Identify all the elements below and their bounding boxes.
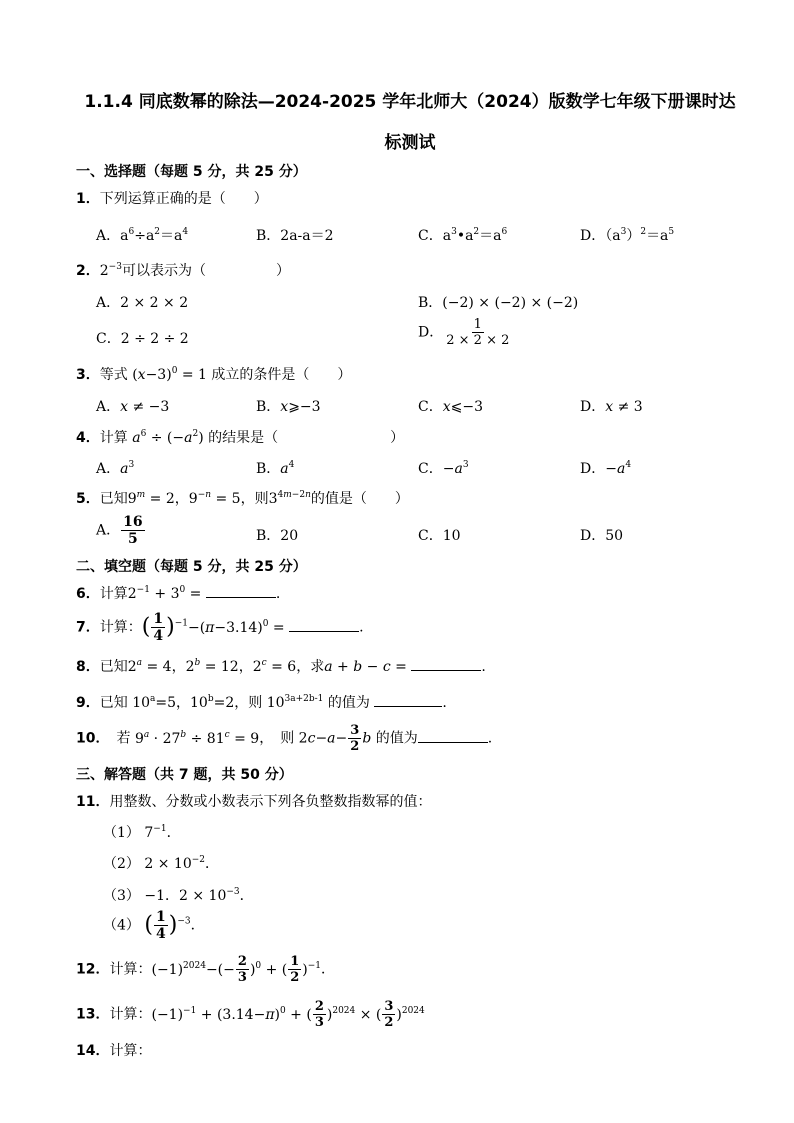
question-9: 9．已知 $10^a=5$，$10^b=2$，则 $10^{3a+2b-1}$ 的值为 . bbox=[76, 694, 447, 711]
sub-label: （3） bbox=[103, 888, 140, 904]
question-text-tail: 的值为 bbox=[375, 730, 418, 747]
question-number: 11． bbox=[76, 794, 110, 810]
page-title: 1.1.4 同底数幂的除法—2024-2025 学年北师大（2024）版数学七年级下册课时达 bbox=[84, 92, 736, 112]
question-number: 10． bbox=[76, 730, 103, 747]
question-number: 7． bbox=[76, 619, 100, 636]
option-4d: D．$-a^4$ bbox=[580, 460, 632, 477]
option-label: A． bbox=[96, 295, 121, 311]
option-5b: B．20 bbox=[256, 528, 299, 544]
question-text: 等式 bbox=[99, 367, 128, 383]
question-text: 可以表示为（ ） bbox=[121, 263, 290, 279]
answer-blank[interactable] bbox=[374, 694, 442, 707]
question-text: 若 bbox=[116, 730, 131, 747]
option-label: A． bbox=[96, 522, 121, 539]
option-2c: C．2 ÷ 2 ÷ 2 bbox=[96, 331, 189, 347]
question-number: 4． bbox=[76, 430, 100, 446]
question-3: 3．等式 $(x-3)^0 = 1$ 成立的条件是（ ） bbox=[76, 366, 352, 383]
question-text: 已知 10 bbox=[99, 695, 151, 711]
question-text: 计算： bbox=[109, 1043, 152, 1059]
question-11-part-3: （3） −1．$2 \times 10^{-3}$． bbox=[103, 887, 254, 904]
question-number: 1． bbox=[76, 191, 100, 207]
question-11-part-2: （2） $2 \times 10^{-2}$． bbox=[103, 855, 220, 872]
question-text: 计算 bbox=[99, 586, 128, 602]
question-10: 10． 若 $9^a \cdot 27^b \div 81^c = 9$， 则 2c−a− $\frac{3}{2}$ b 的值为 . bbox=[76, 723, 493, 754]
page-title-line2: 标测试 bbox=[384, 133, 436, 153]
option-2a: A．2 × 2 × 2 bbox=[96, 295, 189, 311]
question-text: 已知 bbox=[99, 659, 128, 675]
question-text-tail: ，求 bbox=[296, 659, 325, 675]
option-label: D． bbox=[418, 324, 444, 341]
option-5c: C．10 bbox=[418, 528, 461, 544]
option-4b: B．$a^4$ bbox=[256, 460, 295, 477]
question-text-mid2: ，则 bbox=[240, 491, 269, 507]
question-11 bbox=[76, 791, 431, 811]
question-text-mid: ， bbox=[174, 491, 189, 507]
question-number: 14． bbox=[76, 1043, 110, 1059]
answer-blank[interactable] bbox=[418, 730, 488, 743]
sub-label: （1） bbox=[103, 825, 140, 841]
option-label: B． bbox=[418, 295, 443, 311]
option-label: C． bbox=[418, 228, 443, 244]
question-text-tail: 的结果是（ ） bbox=[208, 430, 405, 446]
question-text-tail: 的值是（ ） bbox=[310, 491, 409, 507]
question-11-part-4: （4） ( $\frac{1}{4}$ )$^{-3}$． bbox=[103, 909, 205, 942]
option-label: D． bbox=[580, 528, 606, 544]
question-text-mid: ， 则 bbox=[259, 730, 295, 747]
option-label: D． bbox=[580, 399, 606, 415]
question-2: 2．$2^{-3}$可以表示为（ ） bbox=[76, 262, 290, 279]
option-label: D． bbox=[580, 228, 606, 244]
question-7: 7．计算：( $\frac{1}{4}$ )$^{-1}-(\pi-3.14)^0$ = . bbox=[76, 611, 364, 644]
question-text: 下列运算正确的是（ ） bbox=[99, 191, 268, 207]
question-text: 计算： bbox=[109, 1006, 152, 1023]
answer-blank[interactable] bbox=[289, 619, 359, 632]
question-number: 5． bbox=[76, 491, 100, 507]
section-heading-solve: 三、解答题（共 7 题，共 50 分） bbox=[76, 767, 293, 783]
option-label: D． bbox=[580, 461, 606, 477]
option-label: C． bbox=[418, 399, 443, 415]
option-label: C． bbox=[96, 331, 121, 347]
option-label: B． bbox=[256, 528, 281, 544]
option-5d: D．50 bbox=[580, 528, 624, 544]
question-text-tail: 的值为 bbox=[327, 695, 370, 711]
sub-label: （2） bbox=[103, 856, 140, 872]
option-label: B． bbox=[256, 228, 281, 244]
question-13: 13．计算：$(-1)^{-1} + (3.14-\pi)^0$ + ( $\frac{2}{3}$ )$^{2024}$ × ( $\frac{3}{2}$ )$^{2024}$ bbox=[76, 999, 425, 1030]
option-3d: D．x ≠ 3 bbox=[580, 399, 643, 415]
option-label: A． bbox=[96, 228, 121, 244]
question-text: 计算： bbox=[109, 961, 152, 978]
answer-blank[interactable] bbox=[206, 585, 276, 598]
question-number: 6． bbox=[76, 586, 100, 602]
option-2d: D． $\frac{1}{2 \times 2 \times 2}$ bbox=[418, 317, 510, 348]
question-6: 6．计算$2^{-1} + 3^0$ = . bbox=[76, 585, 281, 602]
question-text: 计算： bbox=[99, 619, 142, 636]
question-14 bbox=[76, 1040, 151, 1060]
question-number: 12． bbox=[76, 961, 110, 978]
option-label: A． bbox=[96, 399, 121, 415]
section-heading-choice: 一、选择题（每题 5 分，共 25 分） bbox=[76, 164, 307, 180]
option-label: C． bbox=[418, 528, 443, 544]
question-number: 9． bbox=[76, 695, 100, 711]
question-1 bbox=[76, 188, 268, 208]
option-label: B． bbox=[256, 461, 281, 477]
question-number: 3． bbox=[76, 367, 100, 383]
question-text: 已知 bbox=[99, 491, 128, 507]
option-1a: A．$a^6\div a^2=a^4$ bbox=[96, 227, 189, 244]
option-5a: A． $\frac{16}{5}$ bbox=[96, 514, 143, 547]
option-1c: C．$a^3•a^2=a^6$ bbox=[418, 227, 508, 244]
option-label: A． bbox=[96, 461, 121, 477]
question-text-tail: 成立的条件是（ ） bbox=[211, 367, 352, 383]
question-4: 4．计算 $a^6 \div (-a^2)$ 的结果是（ ） bbox=[76, 429, 405, 446]
question-11-part-1: （1） $7^{-1}$． bbox=[103, 824, 181, 841]
option-3c: C．x⩽−3 bbox=[418, 399, 483, 415]
answer-blank[interactable] bbox=[411, 658, 481, 671]
option-1d: D．$(a^3)^2=a^5$ bbox=[580, 227, 675, 244]
question-number: 13． bbox=[76, 1006, 110, 1023]
question-number: 8． bbox=[76, 659, 100, 675]
question-12: 12．计算：$(-1)^{2024}-(-$ $\frac{2}{3}$ )$^0$ + ( $\frac{1}{2}$ )$^{-1}$． bbox=[76, 954, 336, 985]
question-number: 2． bbox=[76, 263, 100, 279]
option-2b: B．(−2) × (−2) × (−2) bbox=[418, 295, 579, 311]
option-3a: A．x ≠ −3 bbox=[96, 399, 170, 415]
question-text: 用整数、分数或小数表示下列各负整数指数幂的值： bbox=[109, 794, 432, 810]
question-8: 8．已知$2^a = 4$，$2^b = 12$，$2^c = 6$，求a + b − c = . bbox=[76, 658, 486, 675]
option-4a: A．$a^3$ bbox=[96, 460, 135, 477]
section-heading-fill: 二、填空题（每题 5 分，共 25 分） bbox=[76, 559, 307, 575]
option-3b: B．x⩾−3 bbox=[256, 399, 321, 415]
option-label: C． bbox=[418, 461, 443, 477]
question-5: 5．已知$9^m = 2$，$9^{-n} = 5$，则$3^{4m-2n}$的值是（ ） bbox=[76, 490, 409, 507]
option-label: B． bbox=[256, 399, 281, 415]
sub-label: （4） bbox=[103, 917, 140, 934]
option-4c: C．$-a^3$ bbox=[418, 460, 469, 477]
option-1b: B．2a-a＝2 bbox=[256, 228, 334, 244]
question-text: 计算 bbox=[99, 430, 128, 446]
